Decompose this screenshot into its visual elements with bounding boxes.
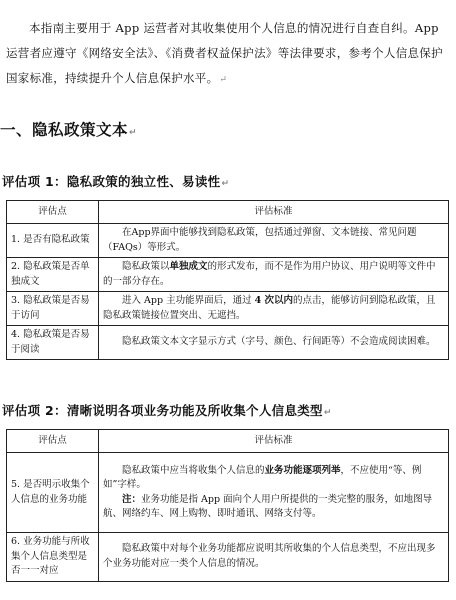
criteria-note bbox=[103, 493, 444, 522]
criteria-cell bbox=[99, 453, 449, 533]
criteria-text: 隐私政策中对每个业务功能都应说明其所收集的个人信息类型，不应出现多个业务功能对应一类个人信息的情况。 bbox=[103, 543, 436, 569]
point-cell: 6. 业务功能与所收集个人信息类型是否一一对应 bbox=[7, 533, 99, 582]
item1-table bbox=[6, 200, 449, 360]
table-row bbox=[7, 258, 449, 292]
criteria-text: 隐私政策文本文字显示方式（字号、颜色、行间距等）不会造成阅读困难。 bbox=[122, 336, 436, 348]
item1-heading bbox=[2, 172, 229, 190]
criteria-cell bbox=[99, 533, 449, 582]
table-row bbox=[7, 224, 449, 258]
criteria-text: 进入 App 主功能界面后，通过 bbox=[122, 295, 255, 306]
column-header-criteria: 评估标准 bbox=[99, 201, 449, 224]
criteria-cell bbox=[99, 326, 449, 360]
table-header-row bbox=[7, 430, 449, 453]
section-heading bbox=[0, 118, 137, 140]
criteria-cell bbox=[99, 292, 449, 326]
note-text: 业务功能是指 App 面向个人用户所提供的一类完整的服务，如地图导航、网络约车、网上购物、即时通讯、网络支付等。 bbox=[103, 493, 433, 519]
criteria-text: 的形式发布，而不是作为用户协议、用户说明等文件中的一部分存在。 bbox=[103, 261, 436, 287]
column-header-point: 评估点 bbox=[7, 430, 99, 453]
return-mark-icon: ↵ bbox=[219, 74, 228, 85]
criteria-line bbox=[103, 464, 444, 493]
point-cell: 1. 是否有隐私政策 bbox=[7, 224, 99, 258]
criteria-cell bbox=[99, 258, 449, 292]
criteria-text: 在App界面中能够找到隐私政策，包括通过弹窗、文本链接、常见问题（FAQs）等形式。 bbox=[103, 227, 417, 253]
point-cell: 2. 隐私政策是否单独成文 bbox=[7, 258, 99, 292]
point-cell: 4. 隐私政策是否易于阅读 bbox=[7, 326, 99, 360]
column-header-point: 评估点 bbox=[7, 201, 99, 224]
column-header-criteria: 评估标准 bbox=[99, 430, 449, 453]
item2-heading-text: 评估项 2：清晰说明各项业务功能及所收集个人信息类型 bbox=[2, 403, 323, 418]
intro-paragraph bbox=[6, 16, 448, 93]
item1-heading-text: 评估项 1：隐私政策的独立性、易读性 bbox=[2, 174, 221, 189]
point-cell: 3. 隐私政策是否易于访问 bbox=[7, 292, 99, 326]
criteria-emphasis: 单独成文 bbox=[169, 261, 208, 272]
table-row bbox=[7, 326, 449, 360]
return-mark-icon: ↵ bbox=[323, 408, 332, 418]
criteria-text: 隐私政策以 bbox=[122, 261, 170, 272]
table-row bbox=[7, 453, 449, 533]
criteria-cell bbox=[99, 224, 449, 258]
item2-table bbox=[6, 429, 449, 582]
criteria-emphasis: 4 次以内 bbox=[254, 295, 294, 306]
criteria-text: 隐私政策中应当将收集个人信息的 bbox=[122, 464, 265, 476]
table-header-row bbox=[7, 201, 449, 224]
table-row bbox=[7, 292, 449, 326]
note-label: 注： bbox=[122, 493, 142, 505]
criteria-text: 的点击，能够访问到隐私政策，且隐私政策链接位置突出、无遮挡。 bbox=[103, 295, 436, 321]
section-heading-text: 一、隐私政策文本 bbox=[0, 121, 129, 139]
criteria-emphasis: 业务功能逐项列举 bbox=[264, 464, 341, 476]
point-cell: 5. 是否明示收集个人信息的业务功能 bbox=[7, 453, 99, 533]
item2-heading bbox=[2, 401, 332, 419]
return-mark-icon: ↵ bbox=[129, 128, 138, 138]
table-row bbox=[7, 533, 449, 582]
return-mark-icon: ↵ bbox=[221, 179, 230, 189]
criteria-text: ，不应使用“等、例如”字样。 bbox=[103, 464, 422, 490]
intro-text: 本指南主要用于 App 运营者对其收集使用个人信息的情况进行自查自纠。App 运营者应遵守《网络安全法》、《消费者权益保护法》等法律要求，参考个人信息保护国家标准，持续提升个人信息保护水平。 bbox=[6, 20, 443, 85]
